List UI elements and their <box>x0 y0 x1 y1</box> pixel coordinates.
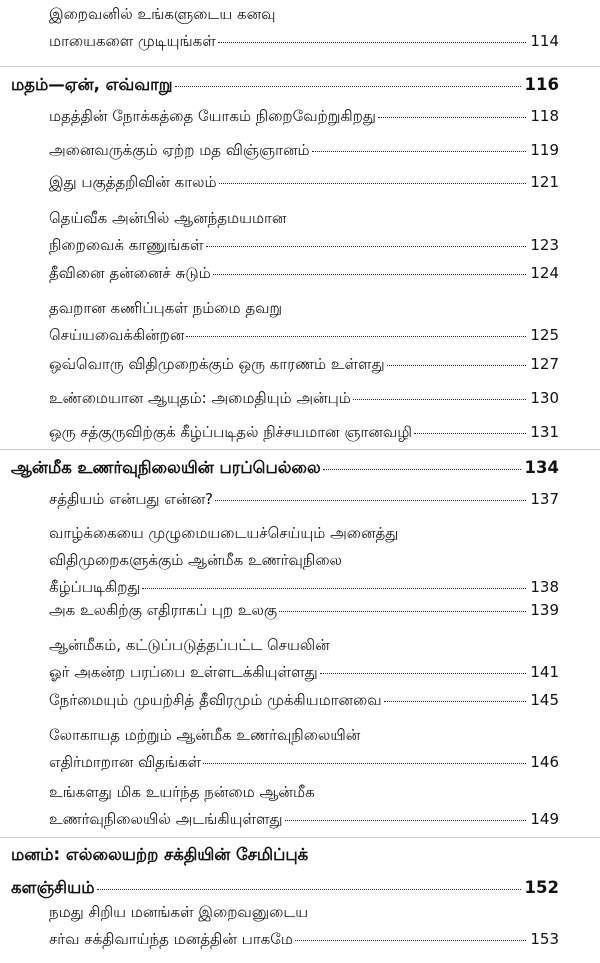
page-number: 138 <box>530 578 559 596</box>
toc-title-text: வாழ்க்கையை முழுமையடையச்செய்யும் அனைத்து <box>49 524 399 542</box>
toc-title-text: நமது சிறிய மனங்கள் இறைவனுடைய <box>49 903 309 921</box>
section-divider <box>0 449 600 450</box>
page-number: 119 <box>530 141 559 159</box>
section-divider <box>0 66 600 67</box>
page-number: 137 <box>530 490 559 508</box>
dot-leader <box>387 365 527 366</box>
toc-title-text: விதிமுறைகளுக்கும் ஆன்மீக உணர்வுநிலை <box>49 551 342 569</box>
toc-title-text: ஓர் அகன்ற பரப்பை உள்ளடக்கியுள்ளது <box>49 663 318 681</box>
dot-leader <box>384 701 527 702</box>
toc-title-text: ஆன்மீகம், கட்டுப்படுத்தப்பட்ட செயலின் <box>49 636 330 654</box>
page-number: 118 <box>530 107 559 125</box>
page-number: 146 <box>530 753 559 771</box>
toc-title-text: உண்மையான ஆயுதம்: அமைதியும் அன்பும் <box>49 389 351 407</box>
toc-title-text: நேர்மையும் முயற்சித் தீவிரமும் முக்கியமானவை <box>49 691 382 709</box>
toc-title-text: செய்யவைக்கின்றன <box>49 326 185 344</box>
toc-title-text: இது பகுத்தறிவின் காலம் <box>49 173 217 191</box>
dot-leader <box>218 42 527 43</box>
toc-title-text: தீவினை தன்னைச் சுடும் <box>49 264 211 282</box>
page-number: 134 <box>524 458 559 477</box>
dot-leader <box>219 183 527 184</box>
page-number: 127 <box>530 355 559 373</box>
toc-title-text: களஞ்சியம் <box>11 878 95 897</box>
dot-leader <box>285 820 527 821</box>
page-number: 123 <box>530 236 559 254</box>
page-number: 153 <box>530 930 559 948</box>
toc-title-text: கீழ்ப்படிகிறது <box>49 578 141 596</box>
toc-title-text: தவறான கணிப்புகள் நம்மை தவறு <box>49 299 283 317</box>
toc-title-text: எதிர்மாறான விதங்கள் <box>49 753 202 771</box>
toc-title-text: இறைவனில் உங்களுடைய கனவு <box>49 5 276 23</box>
toc-title-text: மனம்: எல்லையற்ற சக்தியின் சேமிப்புக் <box>11 845 309 864</box>
dot-leader <box>215 500 526 501</box>
toc-title-text: தெய்வீக அன்பில் ஆனந்தமயமான <box>49 209 287 227</box>
dot-leader <box>323 469 521 470</box>
page-number: 124 <box>530 264 559 282</box>
page-number: 141 <box>530 663 559 681</box>
dot-leader <box>206 246 527 247</box>
toc-title-text: சர்வ சக்திவாய்ந்த மனத்தின் பாகமே <box>49 930 293 948</box>
dot-leader <box>312 151 527 152</box>
dot-leader <box>186 336 526 337</box>
page-number: 121 <box>530 173 559 191</box>
page-number: 125 <box>530 326 559 344</box>
page-number: 145 <box>530 691 559 709</box>
toc-title-text: லோகாயத மற்றும் ஆன்மீக உணர்வுநிலையின் <box>49 726 361 744</box>
page-number: 152 <box>524 878 559 897</box>
toc-title-text: ஆன்மீக உணர்வுநிலையின் பரப்பெல்லை <box>11 458 321 477</box>
toc-title-text: உங்களது மிக உயர்ந்த நன்மை ஆன்மீக <box>49 783 315 801</box>
toc-title-text: நிறைவைக் காணுங்கள் <box>49 236 204 254</box>
dot-leader <box>213 274 527 275</box>
dot-leader <box>175 86 521 87</box>
toc-title-text: சத்தியம் என்பது என்ன? <box>49 490 214 508</box>
toc-title-text: மதத்தின் நோக்கத்தை யோகம் நிறைவேற்றுகிறது <box>49 107 376 125</box>
toc-title-text: ஒரு சத்குருவிற்குக் கீழ்ப்படிதல் நிச்சயமான ஞானவழி <box>49 423 412 441</box>
toc-title-text: மதம்—ஏன், எவ்வாறு <box>11 75 173 94</box>
dot-leader <box>320 673 527 674</box>
dot-leader <box>97 889 521 890</box>
toc-title-text: மாயைகளை முடியுங்கள் <box>49 32 216 50</box>
page-number: 114 <box>530 32 559 50</box>
page-number: 139 <box>530 601 559 619</box>
dot-leader <box>353 399 527 400</box>
dot-leader <box>203 763 526 764</box>
dot-leader <box>279 611 526 612</box>
dot-leader <box>378 117 526 118</box>
dot-leader <box>142 588 526 589</box>
toc-title-text: அக உலகிற்கு எதிராகப் புற உலகு <box>49 601 278 619</box>
page-number: 149 <box>530 810 559 828</box>
section-divider <box>0 837 600 838</box>
dot-leader <box>414 433 526 434</box>
toc-title-text: அனைவருக்கும் ஏற்ற மத விஞ்ஞானம் <box>49 141 310 159</box>
toc-title-text: ஒவ்வொரு விதிமுறைக்கும் ஒரு காரணம் உள்ளது <box>49 355 385 373</box>
page-number: 130 <box>530 389 559 407</box>
page-number: 131 <box>530 423 559 441</box>
page-number: 116 <box>524 75 559 94</box>
dot-leader <box>295 940 526 941</box>
toc-title-text: உணர்வுநிலையில் அடங்கியுள்ளது <box>49 810 283 828</box>
